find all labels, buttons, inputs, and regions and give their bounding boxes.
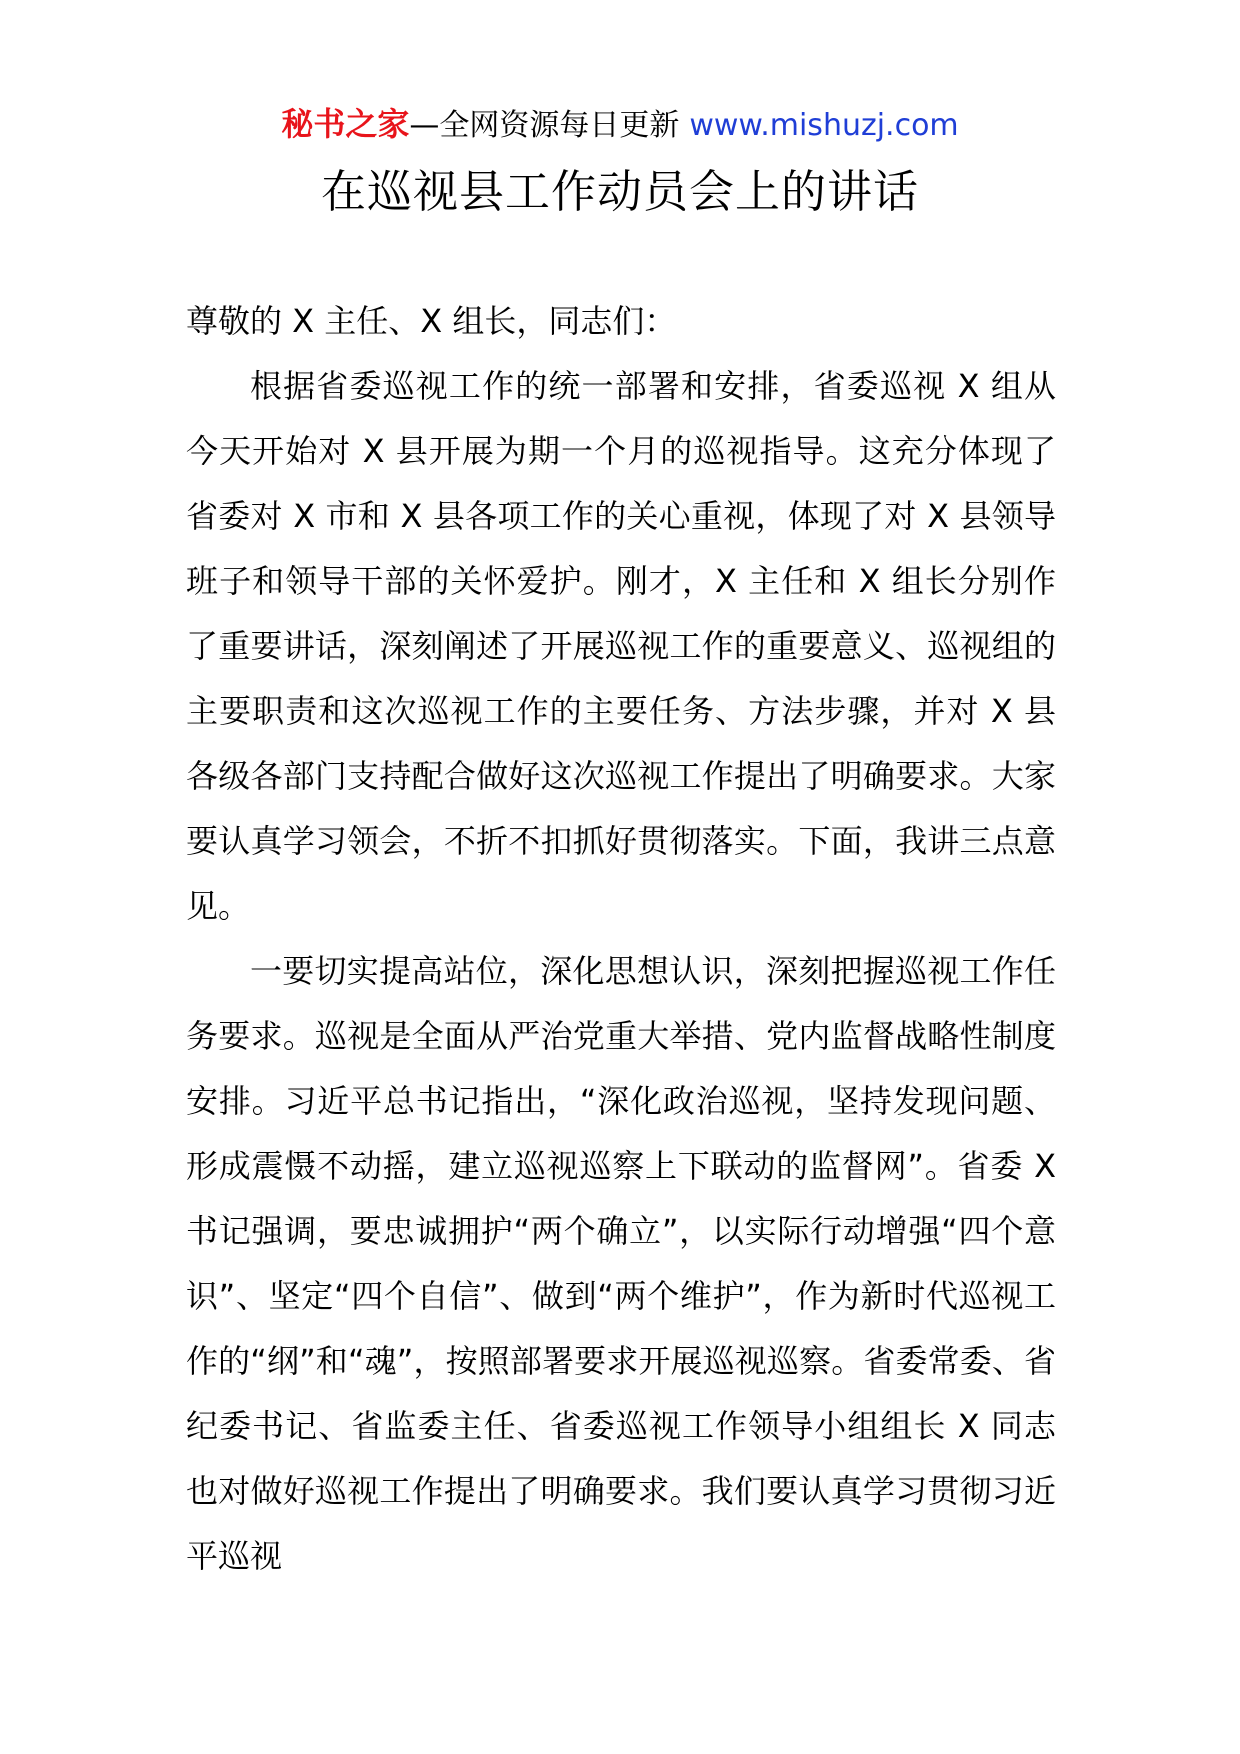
paragraph: 根据省委巡视工作的统一部署和安排，省委巡视 X 组从今天开始对 X 县开展为期一个月的巡视指导。这充分体现了省委对 X 市和 X 县各项工作的关心重视，体现了对 X 县领导班子和领导干部的关怀爱护。刚才，X 主任和 X 组长分别作了重要讲话，深刻阐述了开展巡视工作的重要意义、巡视组的主要职责和这次巡视工作的主要任务、方法步骤，并对 X 县各级各部门支持配合做好这次巡视工作提出了明确要求。大家要认真学习领会，不折不扣抓好贯彻落实。下面，我讲三点意见。 [186,367,1056,925]
paragraph: 一要切实提高站位，深化思想认识，深刻把握巡视工作任务要求。巡视是全面从严治党重大举措、党内监督战略性制度安排。习近平总书记指出，“深化政治巡视，坚持发现问题、形成震慑不动摇，建立巡视巡察上下联动的监督网”。省委 X 书记强调，要忠诚拥护“两个确立”，以实际行动增强“四个意识”、坚定“四个自信”、做到“两个维护”，作为新时代巡视工作的“纲”和“魂”，按照部署要求开展巡视巡察。省委常委、省纪委书记、省监委主任、省委巡视工作领导小组组长 X 同志也对做好巡视工作提出了明确要求。我们要认真学习贯彻习近平巡视 [186,952,1056,1575]
document-body [186,289,1056,1589]
brand-name: 秘书之家 [281,105,410,143]
salutation: 尊敬的 X 主任、X 组长，同志们： [186,302,677,340]
banner-tagline: —全网资源每日更新 [409,108,680,143]
site-url-link[interactable]: www.mishuzj.com [689,108,959,143]
site-banner [0,102,1240,148]
document-title: 在巡视县工作动员会上的讲话 [320,165,919,218]
